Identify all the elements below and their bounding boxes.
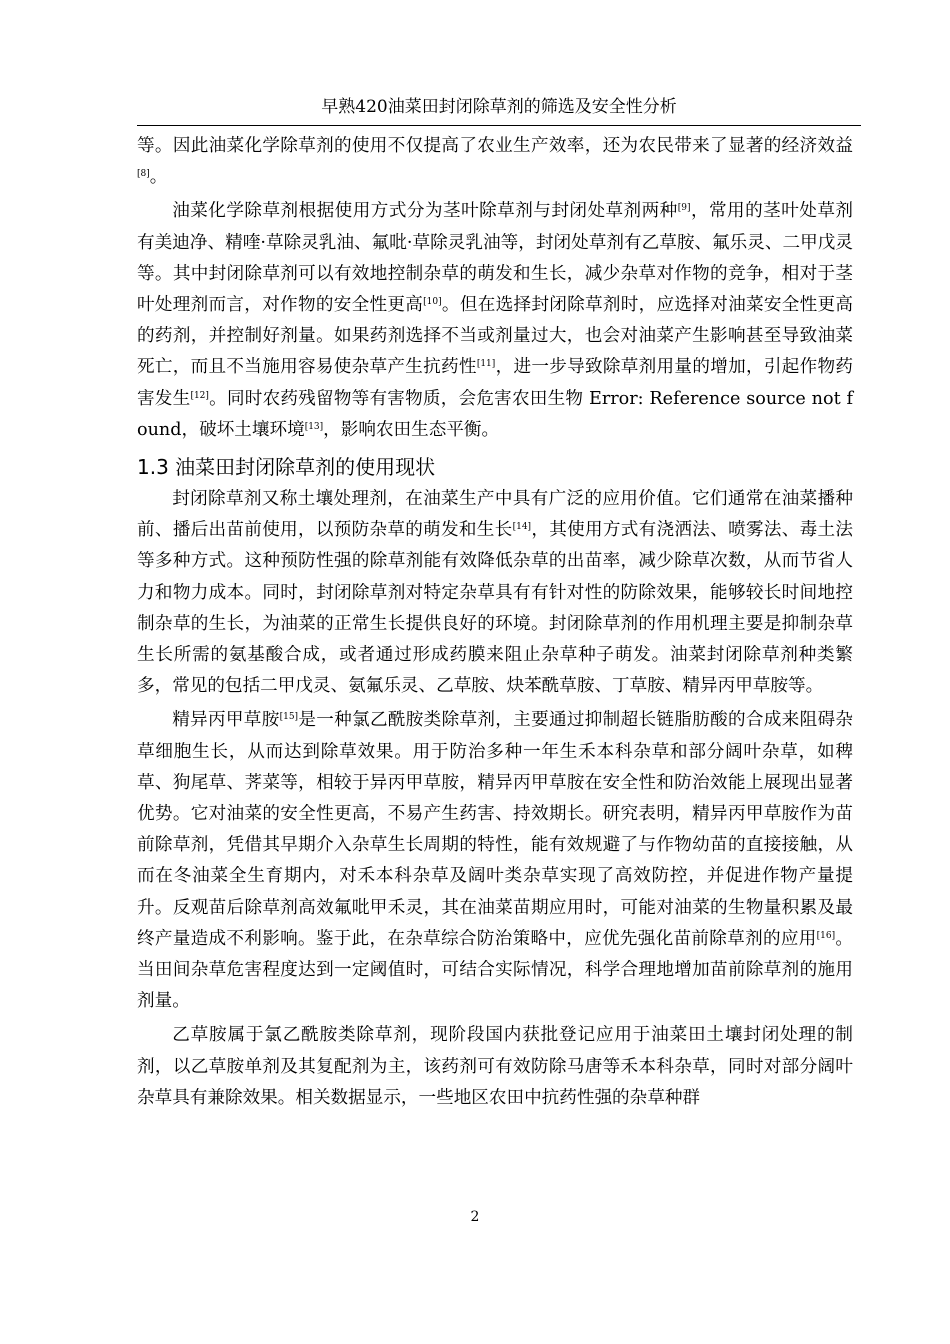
text-run: 乙草胺属于氯乙酰胺类除草剂，现阶段国内获批登记应用于油菜田土壤封闭处理的制剂，以乙草胺单剂及其复配剂为主，该药剂可有效防除马唐等禾本科杂草，同时对部分阔叶杂草具有兼除效果。相关数据显示，一些地区农田中抗药性强的杂草种群 <box>137 1025 853 1108</box>
citation: [15] <box>279 712 299 723</box>
text-run: ，影响农田生态平衡。 <box>323 419 500 440</box>
paragraph-1 <box>137 131 853 193</box>
text-run: 。但在选择封闭除草剂时，应选择对油菜安全性更高的药剂，并控制好剂量。如果药剂选择不当或剂量过大，也会对油菜产生影响甚至导致油菜死亡，而且不当施用容易使杂草产生抗药性 <box>137 295 853 378</box>
body-text <box>137 131 853 1114</box>
text-run: 等。因此油菜化学除草剂的使用不仅提高了农业生产效率，还为农民带来了显著的经济效益 <box>137 136 853 156</box>
paragraph-3 <box>137 484 853 702</box>
citation: [9] <box>677 203 691 214</box>
running-header: 早熟420油菜田封闭除草剂的筛选及安全性分析 <box>321 97 677 117</box>
citation: [14] <box>512 522 532 533</box>
citation: [10] <box>423 297 442 308</box>
citation: [13] <box>304 421 324 432</box>
text-run: 是一种氯乙酰胺类除草剂，主要通过抑制超长链脂肪酸的合成来阻碍杂草细胞生长，从而达到除草效果。用于防治多种一年生禾本科杂草和部分阔叶杂草，如稗草、狗尾草、荠菜等，相较于异丙甲草胺，精异丙甲草胺在安全性和防治效能上展现出显著优势。它对油菜的安全性更高，不易产生药害、持效期长。研究表明，精异丙甲草胺作为苗前除草剂，凭借其早期介入杂草生长周期的特性，能有效规避了与作物幼苗的直接接触，从而在冬油菜全生育期内，对禾本科杂草及阔叶类杂草实现了高效防控，并促进作物产量提升。反观苗后除草剂高效氟吡甲禾灵，其在油菜苗期应用时，可能对油菜的生物量积累及最终产量造成不利影响。鉴于此，在杂草综合防治策略中，应优先强化苗前除草剂的应用 <box>137 710 853 949</box>
citation: [12] <box>190 390 209 401</box>
paragraph-4 <box>137 705 853 1017</box>
text-run: 。 <box>149 167 168 188</box>
text-run: 精异丙甲草胺 <box>172 710 280 731</box>
citation: [16] <box>816 930 836 941</box>
paragraph-2 <box>137 196 853 446</box>
header-rule <box>137 125 861 126</box>
paragraph-5 <box>137 1020 853 1114</box>
text-run: ，进一步导致除草剂用量的增加，引起作物药害发生 <box>137 357 853 409</box>
citation: [8] <box>137 169 150 180</box>
text-run: 油菜化学除草剂根据使用方式分为茎叶除草剂与封闭处草剂两种 <box>172 201 678 222</box>
page-number: 2 <box>470 1209 480 1225</box>
text-run: 。当田间杂草危害程度达到一定阈值时，可结合实际情况，科学合理地增加苗前除草剂的施用剂量。 <box>137 928 853 1012</box>
text-run: 封闭除草剂又称土壤处理剂，在油菜生产中具有广泛的应用价值。它们通常在油菜播种前、播后出苗前使用，以预防杂草的萌发和生长 <box>137 489 853 541</box>
text-run: 。同时农药残留物等有害物质，会危害农田生物 Error: Reference source not found，破坏土壤环境 <box>137 388 853 440</box>
text-run: ，常用的茎叶处草剂有美迪净、精喹·草除灵乳油、氟吡·草除灵乳油等，封闭处草剂有乙草胺、氟乐灵、二甲戊灵等。其中封闭除草剂可以有效地控制杂草的萌发和生长，减少杂草对作物的竞争，相对于茎叶处理剂而言，对作物的安全性更高 <box>137 201 853 316</box>
text-run: ，其使用方式有浇洒法、喷雾法、毒土法等多种方式。这种预防性强的除草剂能有效降低杂草的出苗率，减少除草次数，从而节省人力和物力成本。同时，封闭除草剂对特定杂草具有有针对性的防除效果，能够较长时间地控制杂草的生长，为油菜的正常生长提供良好的环境。封闭除草剂的作用机理主要是抑制杂草生长所需的氨基酸合成，或者通过形成药膜来阻止杂草种子萌发。油菜封闭除草剂种类繁多，常见的包括二甲戊灵、氨氟乐灵、乙草胺、炔苯酰草胺、丁草胺、精异丙甲草胺等。 <box>137 520 853 697</box>
citation: [11] <box>476 359 496 370</box>
section-heading: 1.3 油菜田封闭除草剂的使用现状 <box>137 455 436 480</box>
